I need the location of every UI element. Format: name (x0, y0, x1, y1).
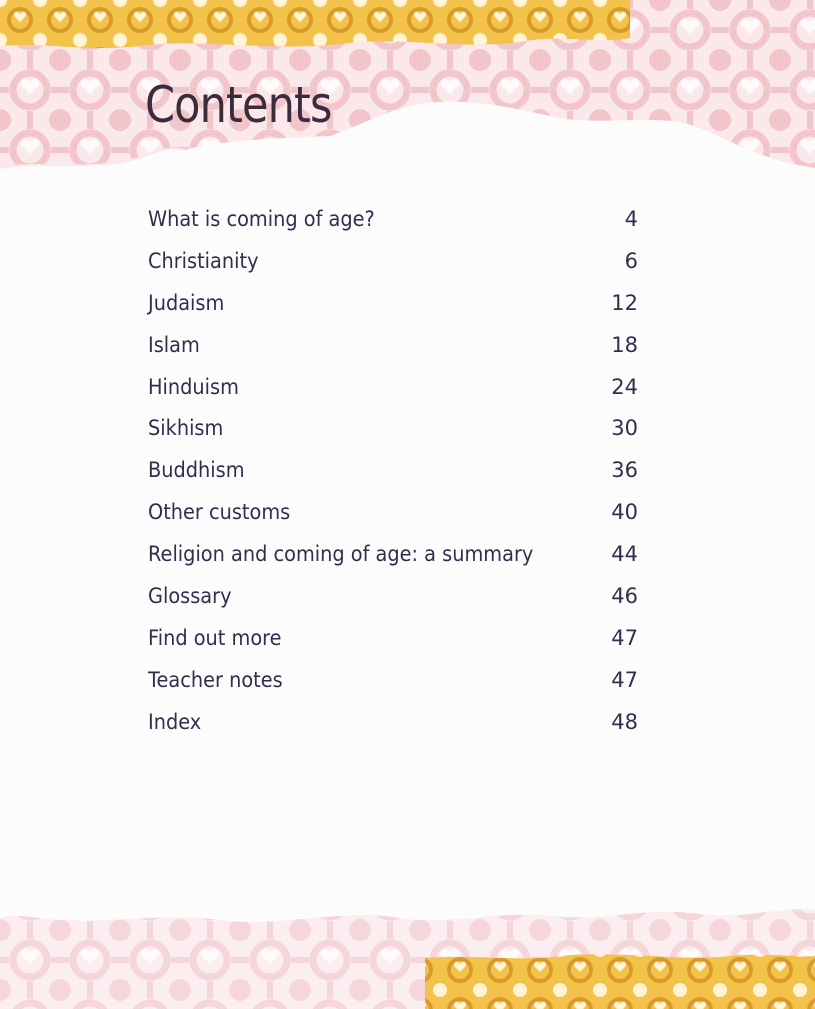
toc-entry (148, 575, 638, 617)
toc-entry-page-number: 24 (611, 374, 638, 399)
toc-entry (148, 533, 638, 575)
ornamental-pattern-icon (0, 0, 815, 175)
bottom-decorative-border (0, 870, 815, 1009)
toc-entry-page-number: 12 (611, 290, 638, 315)
toc-entry-page-number: 4 (624, 206, 638, 231)
toc-entry-label: Other customs (148, 500, 291, 525)
toc-entry (148, 659, 638, 701)
toc-entry-label: Find out more (148, 625, 282, 650)
toc-entry-label: Teacher notes (148, 667, 283, 692)
toc-entry-label: Judaism (148, 290, 225, 315)
toc-entry (148, 407, 638, 449)
toc-entry-label: Glossary (148, 583, 232, 608)
toc-entry (148, 701, 638, 743)
toc-entry-page-number: 30 (611, 416, 638, 441)
toc-entry (148, 240, 638, 282)
toc-entry-label: Islam (148, 332, 200, 357)
toc-entry-page-number: 47 (611, 667, 638, 692)
toc-entry (148, 324, 638, 366)
toc-entry-page-number: 18 (611, 332, 638, 357)
toc-entry (148, 282, 638, 324)
toc-entry (148, 366, 638, 408)
toc-entry-label: Sikhism (148, 416, 224, 441)
toc-entry-page-number: 40 (611, 500, 638, 525)
toc-entry-label: Buddhism (148, 458, 245, 483)
toc-entry (148, 491, 638, 533)
page-title: Contents (145, 76, 332, 134)
toc-entry-page-number: 47 (611, 625, 638, 650)
top-decorative-border (0, 0, 815, 175)
ornamental-pattern-icon (0, 870, 815, 1009)
toc-entry-page-number: 46 (611, 583, 638, 608)
toc-entry-page-number: 48 (611, 709, 638, 734)
toc-entry-label: Religion and coming of age: a summary (148, 542, 534, 567)
toc-entry-label: What is coming of age? (148, 206, 375, 231)
toc-entry-page-number: 44 (611, 542, 638, 567)
toc-entry-page-number: 36 (611, 458, 638, 483)
table-of-contents (148, 198, 638, 743)
toc-entry (148, 198, 638, 240)
toc-entry-label: Index (148, 709, 202, 734)
toc-entry-label: Hinduism (148, 374, 239, 399)
toc-entry-label: Christianity (148, 248, 259, 273)
toc-entry (148, 449, 638, 491)
toc-entry-page-number: 6 (624, 248, 638, 273)
toc-entry (148, 617, 638, 659)
